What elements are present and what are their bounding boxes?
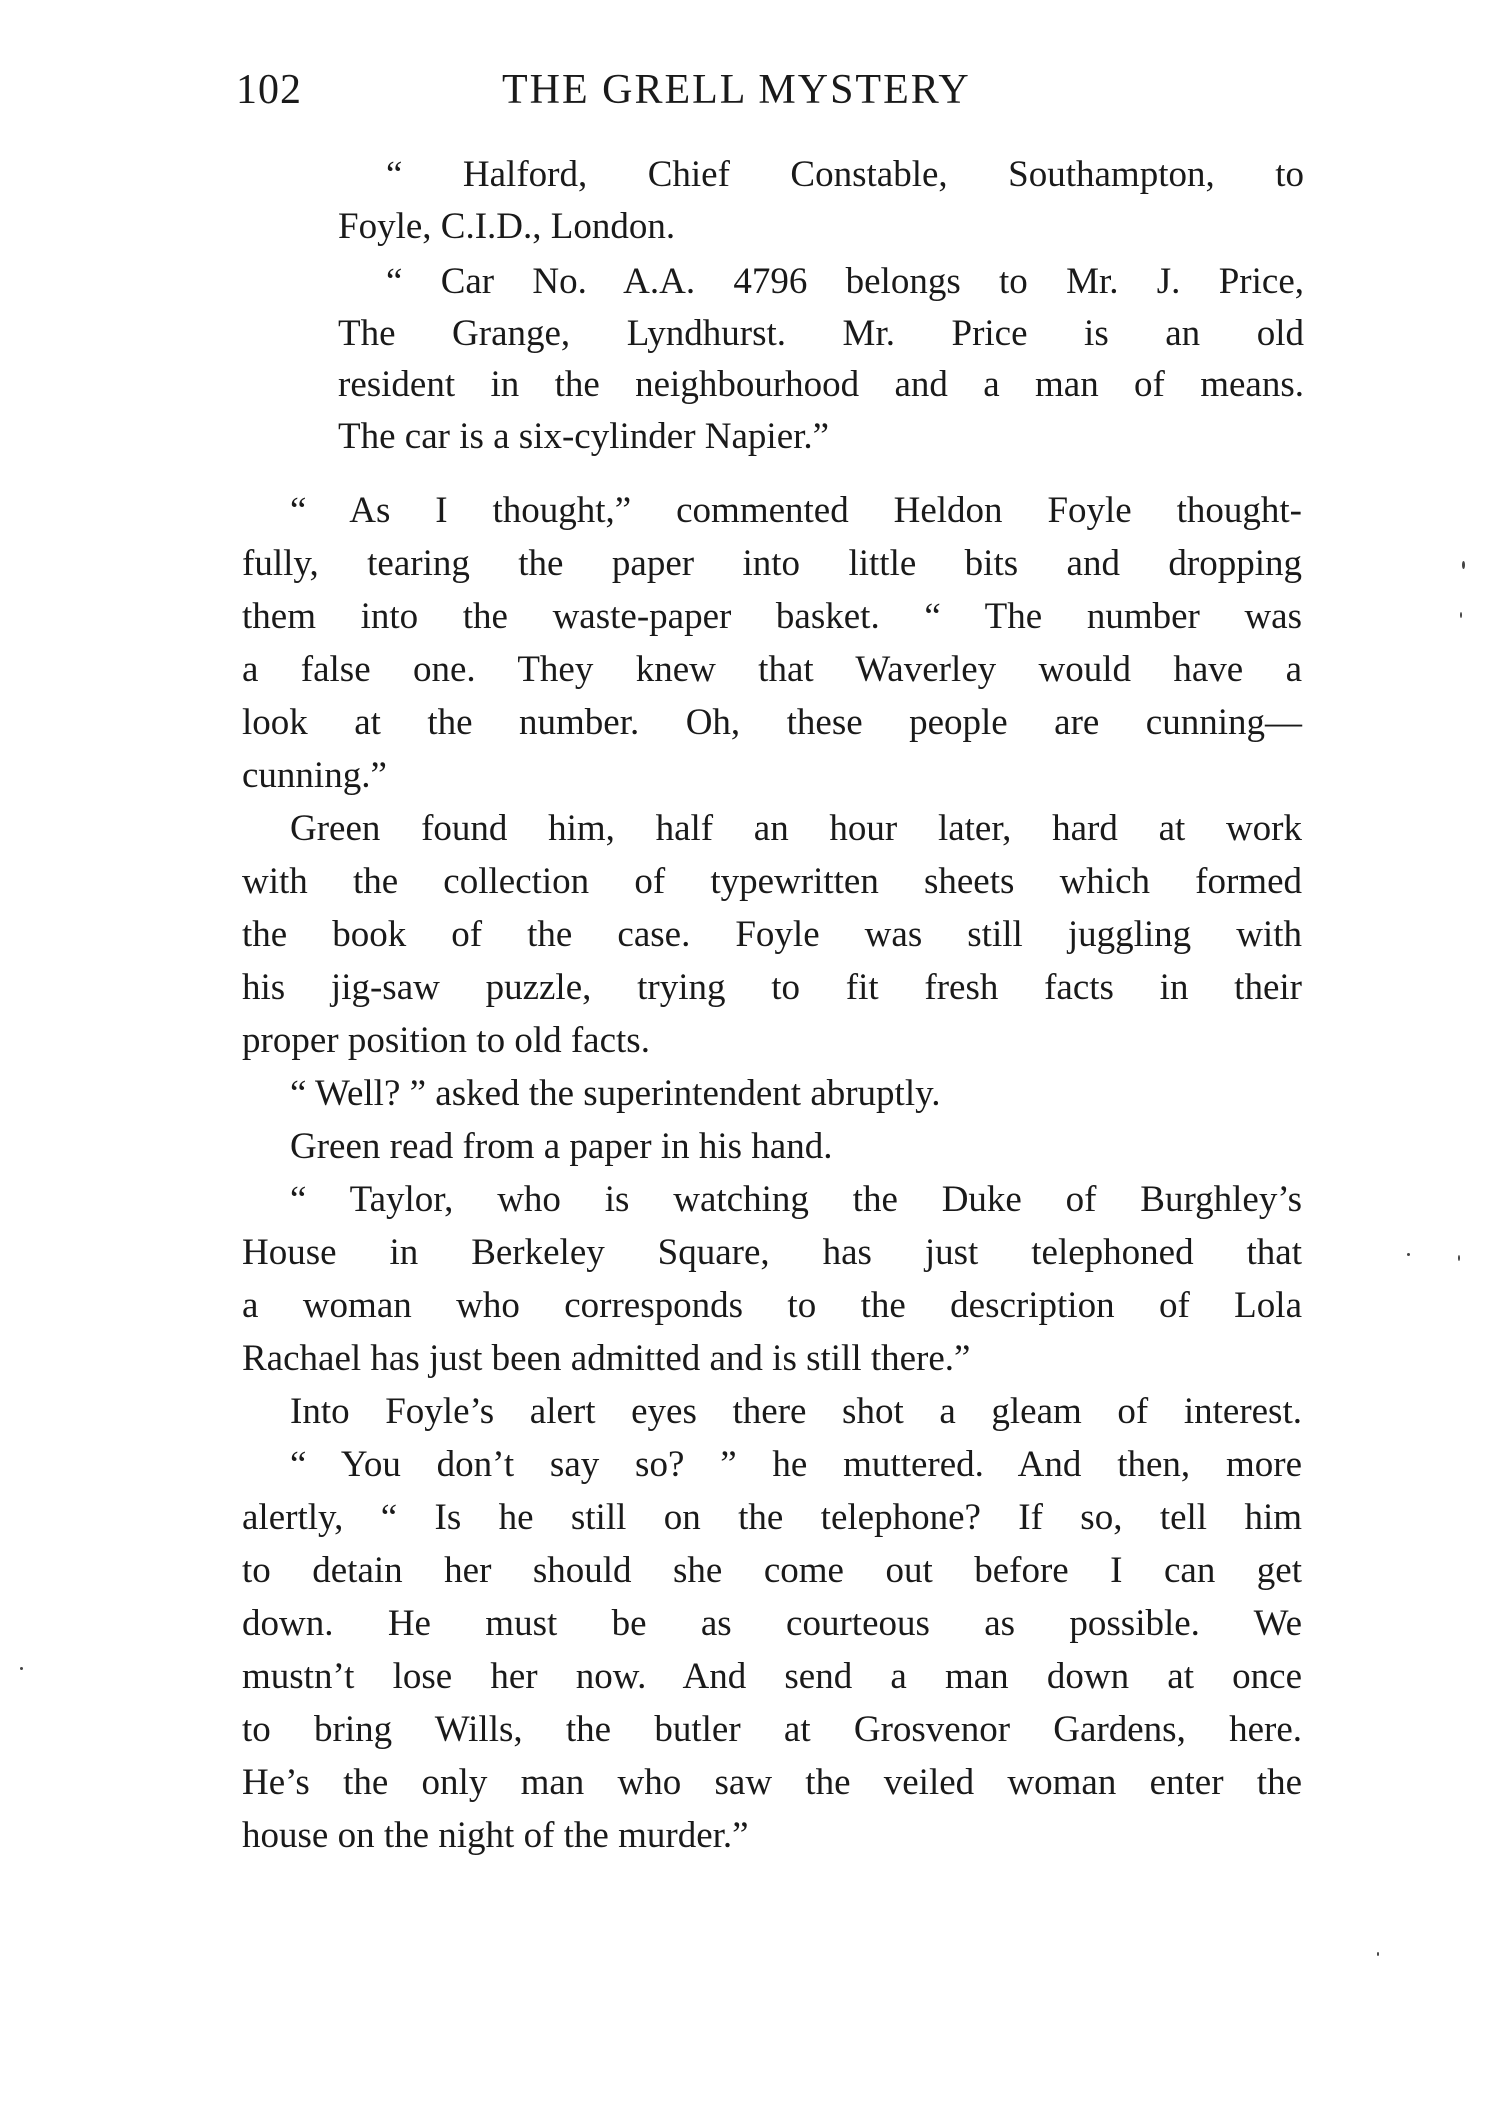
body-line: house on the night of the murder.” (242, 1815, 749, 1856)
body-line: look at the number. Oh, these people are cunning— (242, 702, 1302, 743)
scan-speck (1462, 561, 1465, 569)
body-line: Green read from a paper in his hand. (290, 1126, 833, 1167)
body-line: Rachael has just been admitted and is still there.” (242, 1338, 971, 1379)
body-line: cunning.” (242, 755, 387, 796)
telegram-line: The car is a six-cylinder Napier.” (338, 416, 830, 457)
body-line: the book of the case. Foyle was still juggling with (242, 914, 1302, 955)
body-line: He’s the only man who saw the veiled woman enter the (242, 1762, 1302, 1803)
body-line: Into Foyle’s alert eyes there shot a gleam of interest. (290, 1391, 1302, 1432)
body-line: his jig-saw puzzle, trying to fit fresh facts in their (242, 967, 1302, 1008)
body-line: a false one. They knew that Waverley would have a (242, 649, 1302, 690)
scan-speck (1458, 1255, 1460, 1261)
body-line: with the collection of typewritten sheets which formed (242, 861, 1302, 902)
body-line: “ You don’t say so? ” he muttered. And then, more (290, 1444, 1302, 1485)
body-line: Green found him, half an hour later, hard at work (290, 808, 1302, 849)
body-line: proper position to old facts. (242, 1020, 650, 1061)
body-line: to detain her should she come out before I can get (242, 1550, 1302, 1591)
body-line: “ Well? ” asked the superintendent abruptly. (290, 1073, 941, 1114)
body-line: a woman who corresponds to the description of Lola (242, 1285, 1302, 1326)
body-line: alertly, “ Is he still on the telephone? If so, tell him (242, 1497, 1302, 1538)
body-line: “ As I thought,” commented Heldon Foyle thought- (290, 490, 1302, 531)
telegram-line: “ Halford, Chief Constable, Southampton, to (386, 154, 1304, 195)
body-line: down. He must be as courteous as possible. We (242, 1603, 1302, 1644)
body-line: House in Berkeley Square, has just telephoned that (242, 1232, 1302, 1273)
body-line: them into the waste-paper basket. “ The number was (242, 596, 1302, 637)
telegram-line: Foyle, C.I.D., London. (338, 206, 676, 247)
page-number: 102 (236, 67, 302, 113)
scan-speck (20, 1667, 23, 1670)
scan-speck (1407, 1253, 1410, 1256)
scan-speck (1460, 612, 1462, 618)
telegram-line: resident in the neighbourhood and a man of means. (338, 364, 1304, 405)
body-line: fully, tearing the paper into little bits and dropping (242, 543, 1302, 584)
body-line: “ Taylor, who is watching the Duke of Burghley’s (290, 1179, 1302, 1220)
telegram-line: The Grange, Lyndhurst. Mr. Price is an old (338, 313, 1304, 354)
body-line: to bring Wills, the butler at Grosvenor Gardens, here. (242, 1709, 1302, 1750)
body-line: mustn’t lose her now. And send a man down at once (242, 1656, 1302, 1697)
scan-speck (1377, 1952, 1379, 1956)
running-head (236, 66, 1036, 126)
running-title: THE GRELL MYSTERY (502, 67, 971, 113)
telegram-line: “ Car No. A.A. 4796 belongs to Mr. J. Price, (386, 261, 1304, 302)
